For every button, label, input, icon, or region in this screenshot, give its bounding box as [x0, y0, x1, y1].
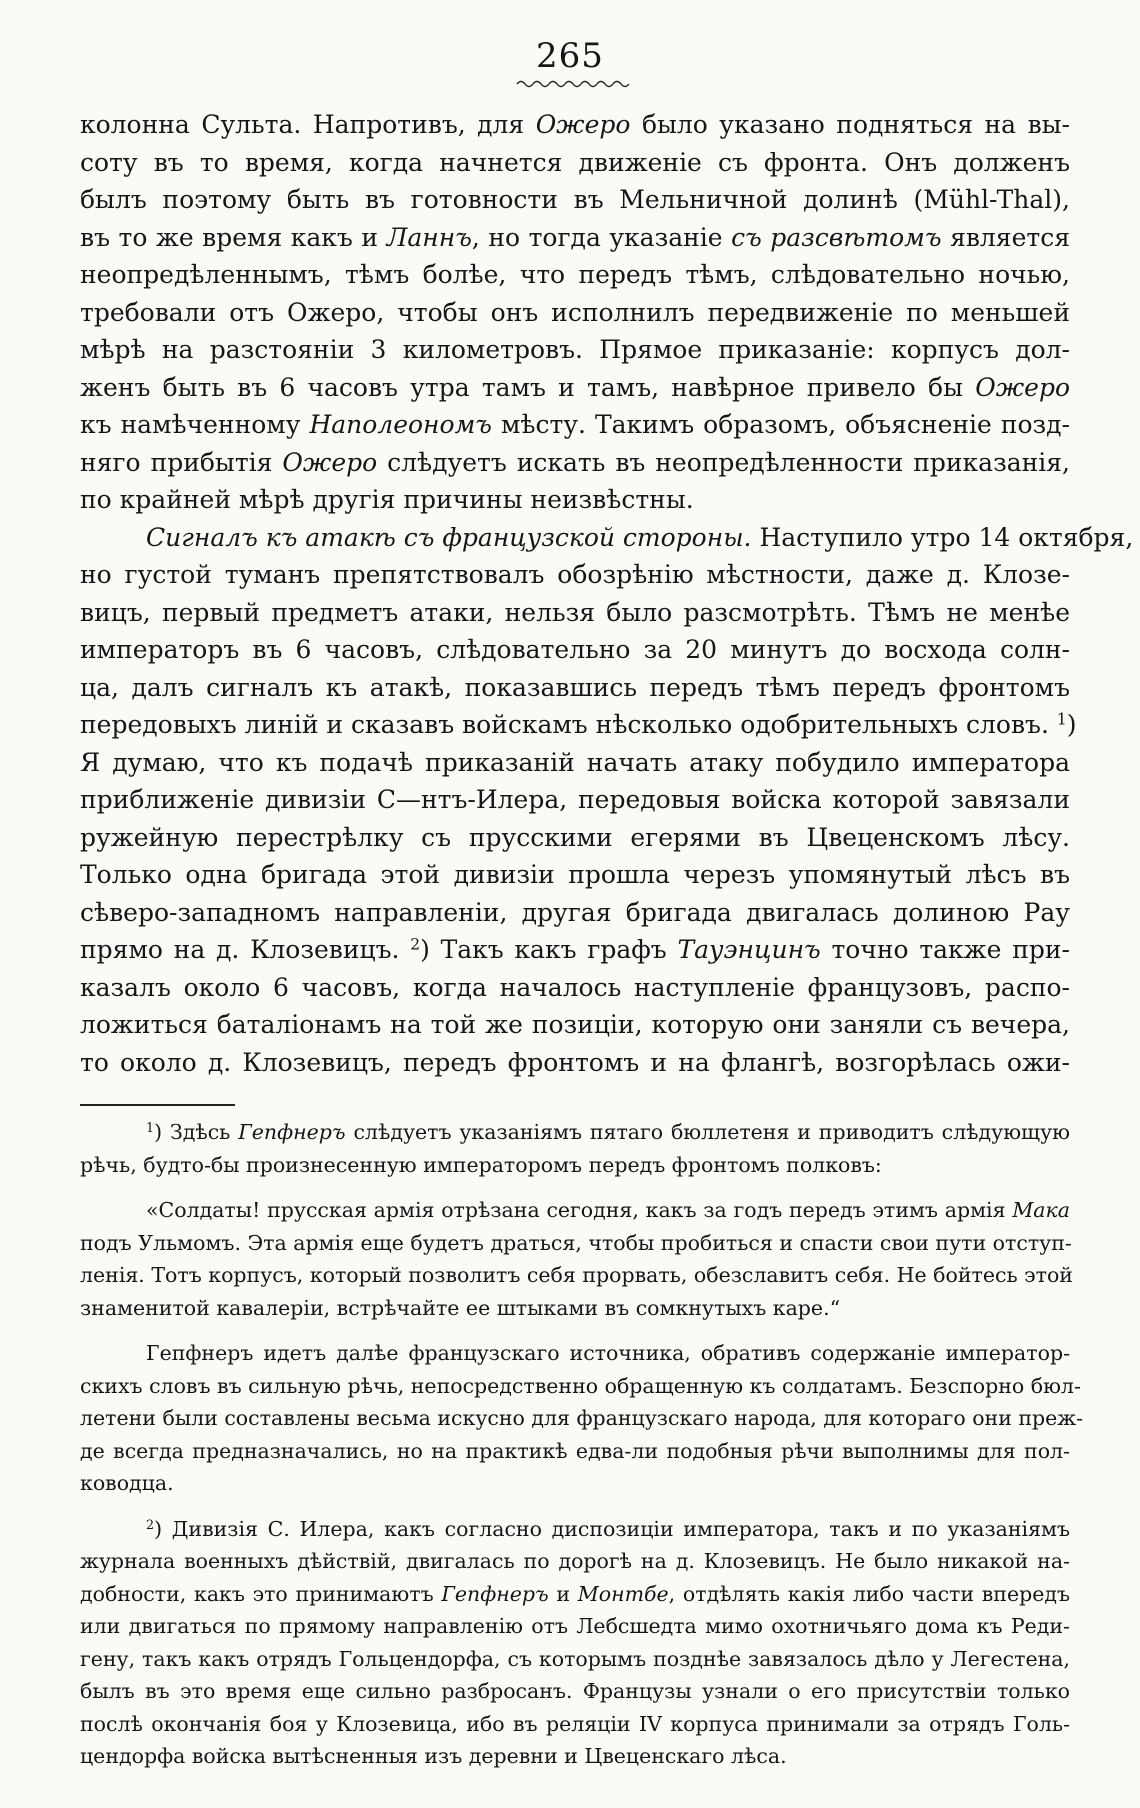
text-line: императоръ въ 6 часовъ, слѣдовательно за 20 минутъ до восхода солн- — [80, 635, 1070, 664]
text-line: ложиться баталіонамъ на той же позиціи, которую они заняли съ вечера, — [80, 1010, 1070, 1039]
footnote-quote-line: подъ Ульмомъ. Эта армія еще будетъ драться, чтобы пробиться и спасти свои пути отступ- — [80, 1230, 1072, 1255]
text-line: ружейную перестрѣлку съ прусскими егерями въ Цвеценскомъ лѣсу. — [80, 822, 1070, 852]
text-line: казалъ около 6 часовъ, когда началось наступленіе французовъ, распо- — [80, 972, 1070, 1002]
text-line: требовали отъ Ожеро, чтобы онъ исполнилъ передвиженіе по меньшей — [80, 297, 1070, 327]
main-text — [80, 106, 1134, 1081]
footnote-1-line: де всегда предназначались, но на практикѣ едва-ли подобныя рѣчи выполнимы для пол- — [80, 1438, 1070, 1463]
text-line: Только одна бригада этой дивизіи прошла черезъ упомянутый лѣсъ въ — [80, 860, 1070, 889]
footnote-1-line: ководца. — [80, 1471, 174, 1495]
text-line: но густой туманъ препятствовалъ обозрѣнію мѣстности, даже д. Клозе- — [80, 560, 1070, 589]
text-line: передовыхъ линій и сказавъ войскамъ нѣсколько одобрительныхъ словъ. $^1$) — [80, 710, 1077, 739]
text-line: то около д. Клозевицъ, передъ фронтомъ и на флангѣ, возгорѣлась ожи- — [80, 1047, 1070, 1077]
text-line: приближеніе дивизіи С—нтъ-Илера, передовыя войска которой завязали — [80, 785, 1070, 814]
footnote-1-line: $^1$) Здѣсь Гепфнеръ слѣдуетъ указаніямъ пятаго бюллетеня и приводитъ слѣдующую — [146, 1120, 1071, 1144]
footnote-quote-line: знаменитой кавалеріи, встрѣчайте ее штыками въ сомкнутыхъ каре.“ — [80, 1295, 841, 1320]
text-line: Я думаю, что къ подачѣ приказаній начать атаку побудило императора — [80, 747, 1070, 777]
footnote-2-line: послѣ окончанія боя у Клозевица, ибо въ реляціи IV корпуса принимали за отрядъ Голь- — [80, 1711, 1070, 1736]
section-heading-line: Сигналъ къ атакѣ съ французской стороны. Наступило утро 14 октября, — [146, 522, 1134, 552]
footnote-quote-line: ленія. Тотъ корпусъ, который позволитъ себя прорвать, обезславитъ себя. Не бойтесь этой — [80, 1263, 1073, 1287]
text-line: по крайней мѣрѣ другія причины неизвѣстны. — [80, 485, 694, 514]
footnote-1-line: скихъ словъ въ сильную рѣчь, непосредственно обращенную къ солдатамъ. Безспорно бюл- — [80, 1373, 1081, 1398]
footnote-2-line: добности, какъ это принимаютъ Гепфнеръ и Монтбе, отдѣлять какія либо части впередъ — [80, 1581, 1070, 1606]
footnote-quote-line: «Солдаты! прусская армія отрѣзана сегодня, какъ за годъ передъ этимъ армія Мака — [146, 1198, 1070, 1222]
footnote-2-line: журнала военныхъ дѣйствій, двигалась по дорогѣ на д. Клозевицъ. Не было никакой на- — [80, 1549, 1070, 1573]
text-line: мѣрѣ на разстояніи 3 километровъ. Прямое приказаніе: корпусъ дол- — [80, 335, 1070, 364]
footnotes — [80, 1116, 1084, 1773]
text-line: ца, далъ сигналъ къ атакѣ, показавшись передъ тѣмъ передъ фронтомъ — [80, 672, 1070, 702]
text-line: въ то же время какъ и Ланнъ, но тогда указаніе съ разсвѣтомъ является — [80, 222, 1070, 252]
text-line: былъ поэтому быть въ готовности въ Мельничной долинѣ (Mühl-Thal), — [80, 185, 1070, 214]
text-line: соту въ то время, когда начнется движеніе съ фронта. Онъ долженъ — [80, 147, 1070, 177]
text-line: колонна Сульта. Напротивъ, для Ожеро было указано подняться на вы- — [80, 110, 1070, 139]
text-line: прямо на д. Клозевицъ. $^2$) Такъ какъ графъ Тауэнцинъ точно также при- — [80, 935, 1070, 964]
footnote-1-line: рѣчь, будто-бы произнесенную императоромъ передъ фронтомъ полковъ: — [80, 1152, 882, 1177]
footnote-2-line: гену, такъ какъ отрядъ Гольцендорфа, съ которымъ позднѣе завязалось дѣло у Легестена, — [80, 1646, 1070, 1671]
footnote-separator — [80, 1104, 235, 1106]
text-line: женъ быть въ 6 часовъ утра тамъ и тамъ, навѣрное привело бы Ожеро — [80, 372, 1070, 402]
footnote-2-line: цендорфа войска вытѣсненныя изъ деревни и Цвеценскаго лѣса. — [80, 1744, 787, 1768]
text-line: къ намѣченному Наполеономъ мѣсту. Такимъ образомъ, объясненіе позд- — [80, 410, 1070, 439]
text-line: сѣверо-западномъ направленіи, другая бригада двигалась долиною Рау — [80, 897, 1070, 927]
text-line: няго прибытія Ожеро слѣдуетъ искать въ неопредѣленности приказанія, — [80, 447, 1070, 477]
text-line: вицъ, первый предметъ атаки, нельзя было разсмотрѣть. Тѣмъ не менѣе — [80, 597, 1070, 627]
page-number: 265 — [536, 36, 604, 76]
wavy-rule-ornament — [515, 78, 627, 90]
footnote-2-line: или двигаться по прямому направленію отъ Лебсшедта мимо охотничьяго дома къ Реди- — [80, 1614, 1070, 1638]
footnote-2-line: былъ въ это время еще сильно разбросанъ. Французы узнали о его присутствіи только — [80, 1679, 1070, 1703]
footnote-1-line: летени были составлены весьма искусно для французскаго народа, для котораго они преж- — [80, 1406, 1084, 1430]
footnote-2-line: $^2$) Дивизія С. Илера, какъ согласно диспозиціи императора, такъ и по указаніямъ — [146, 1516, 1070, 1541]
text-line: неопредѣленнымъ, тѣмъ болѣе, что передъ тѣмъ, слѣдовательно ночью, — [80, 260, 1070, 289]
footnote-1-line: Гепфнеръ идетъ далѣе французскаго источника, обративъ содержаніе император- — [146, 1341, 1070, 1365]
